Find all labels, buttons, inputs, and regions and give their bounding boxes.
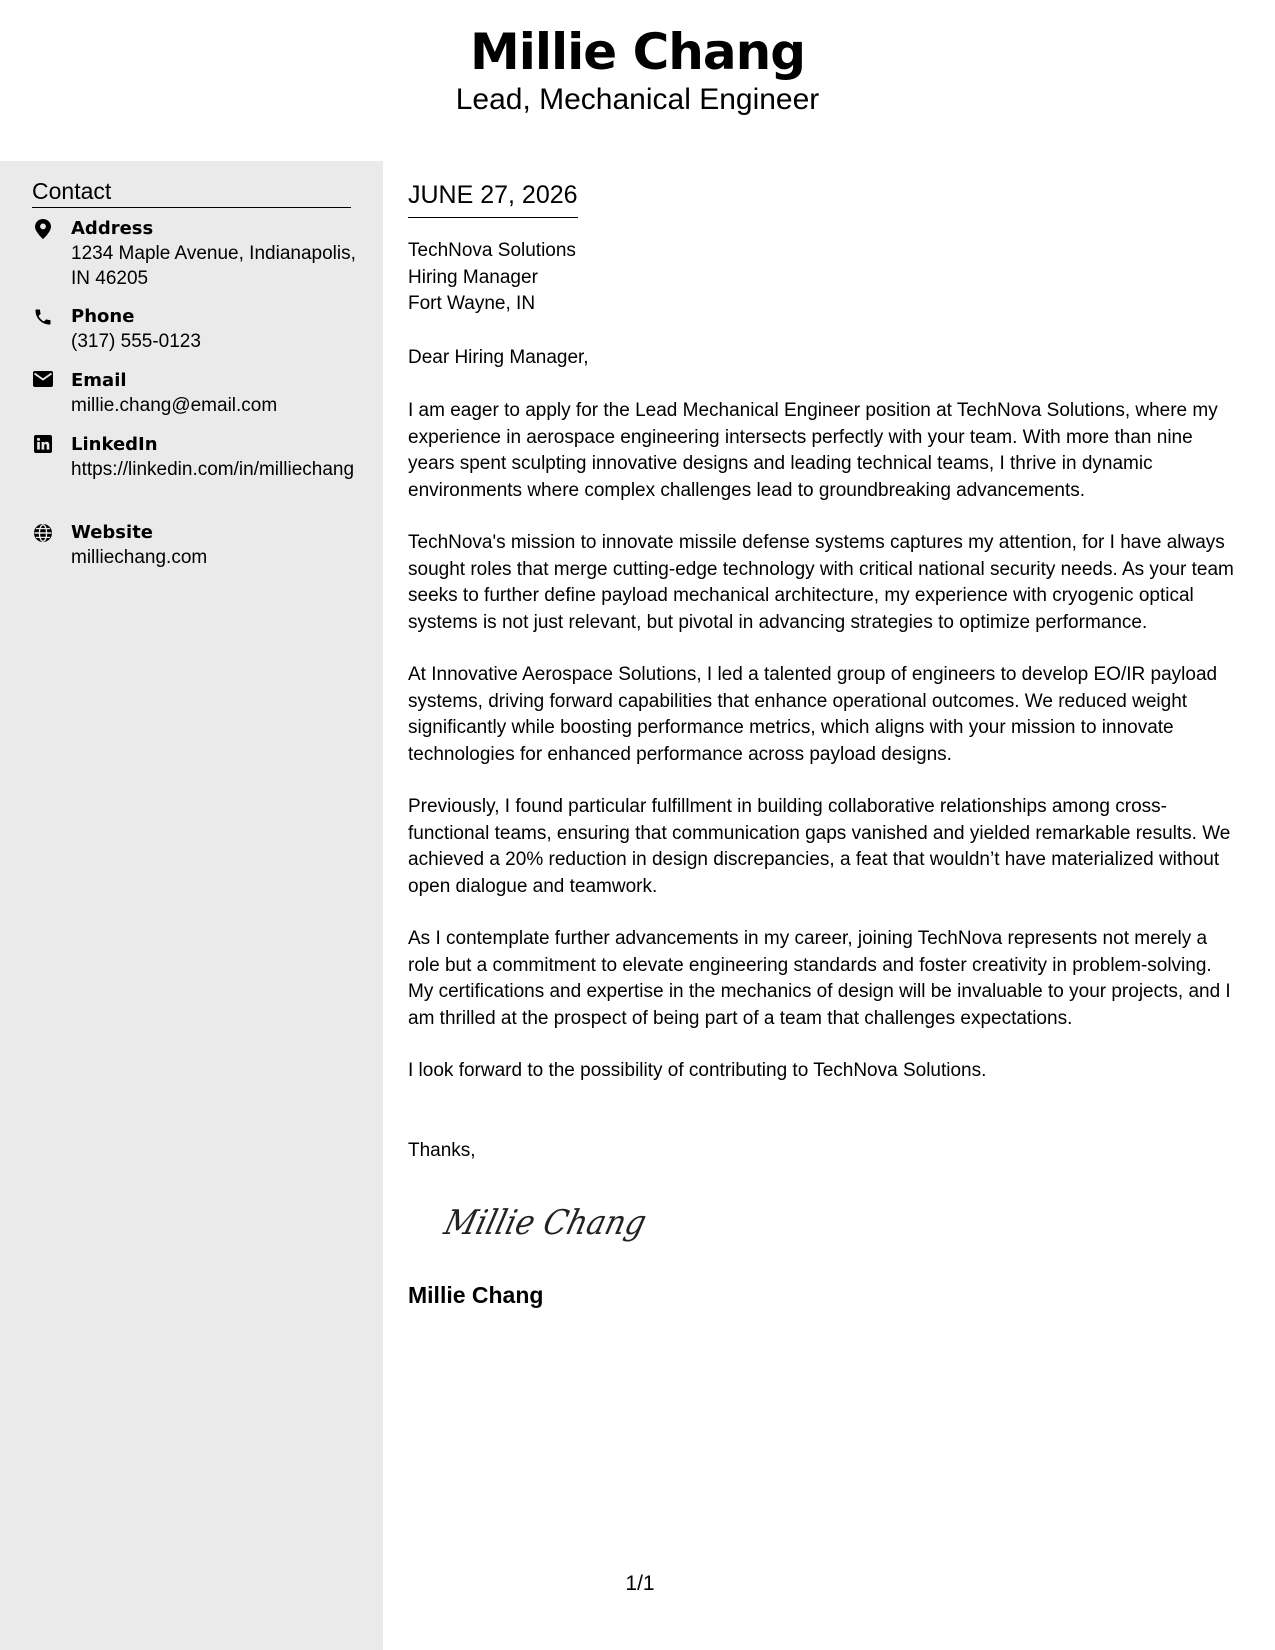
website-value[interactable]: milliechang.com (71, 547, 208, 568)
recipient-contact: Hiring Manager (408, 266, 538, 288)
email-value[interactable]: millie.chang@email.com (71, 395, 278, 416)
body-paragraph-4: Previously, I found particular fulfillment in building collaborative relationships among cross-functional teams, ensuring that communication gaps vanished and yielded remarkable results. We achieved a 20% reduction in design discrepancies, a feat that wouldn’t have materialized without open dialogue and teamwork. (408, 796, 1231, 897)
envelope-icon (32, 371, 54, 393)
recipient-block (408, 238, 576, 318)
contact-heading: Contact (32, 176, 351, 208)
closing: Thanks, (408, 1140, 476, 1161)
phone-value: (317) 555-0123 (71, 331, 201, 352)
body-paragraph-6: I look forward to the possibility of contributing to TechNova Solutions. (408, 1060, 987, 1081)
signed-name: Millie Chang (408, 1282, 544, 1308)
salutation: Dear Hiring Manager, (408, 347, 589, 368)
body-paragraph-1: I am eager to apply for the Lead Mechanical Engineer position at TechNova Solutions, where my experience in aerospace engineering intersects perfectly with your team. With more than nine years spent sculpting innovative designs and leading technical teams, I thrive in dynamic environments where complex challenges lead to groundbreaking advancements. (408, 400, 1218, 501)
letter-date: JUNE 27, 2026 (408, 179, 578, 218)
page-number: 1/1 (625, 1572, 655, 1595)
applicant-name: Millie Chang (469, 23, 806, 81)
address-label: Address (71, 218, 154, 239)
phone-icon (32, 307, 54, 329)
signature-image (438, 1188, 678, 1258)
recipient-company: TechNova Solutions (408, 240, 576, 261)
email-label: Email (71, 370, 127, 391)
body-paragraph-2: TechNova's mission to innovate missile defense systems captures my attention, for I have always sought roles that merge cutting-edge technology with critical national security needs. As your team seeks to further define payload mechanical architecture, my experience with cryogenic optical systems is not just relevant, but pivotal in advancing strategies to optimize performance. (408, 532, 1234, 633)
resume-header (0, 0, 1275, 160)
linkedin-label: LinkedIn (71, 434, 158, 455)
body-paragraph-3: At Innovative Aerospace Solutions, I led a talented group of engineers to develop EO/IR payload systems, driving forward capabilities that enhance operational outcomes. We reduced weight significantly while boosting performance metrics, which aligns with your mission to innovate technologies for enhanced performance across payload designs. (408, 664, 1218, 765)
svg-text:Millie Chang: Millie Chang (440, 1203, 672, 1243)
linkedin-icon (32, 435, 54, 457)
phone-label: Phone (71, 306, 135, 327)
address-value: 1234 Maple Avenue, Indianapolis, IN 46205 (71, 243, 356, 289)
recipient-location: Fort Wayne, IN (408, 293, 536, 314)
website-label: Website (71, 522, 154, 543)
body-paragraph-5: As I contemplate further advancements in my career, joining TechNova represents not merely a role but a commitment to elevate engineering standards and foster creativity in problem-solving. My certifications and expertise in the mechanics of design will be invaluable to your projects, and I am thrilled at the prospect of being part of a team that challenges expectations. (408, 928, 1231, 1029)
map-pin-icon (32, 219, 54, 241)
applicant-title: Lead, Mechanical Engineer (455, 83, 820, 116)
linkedin-value[interactable]: https://linkedin.com/in/milliechang (71, 459, 355, 480)
contact-sidebar (0, 161, 383, 1650)
globe-icon (32, 523, 54, 545)
